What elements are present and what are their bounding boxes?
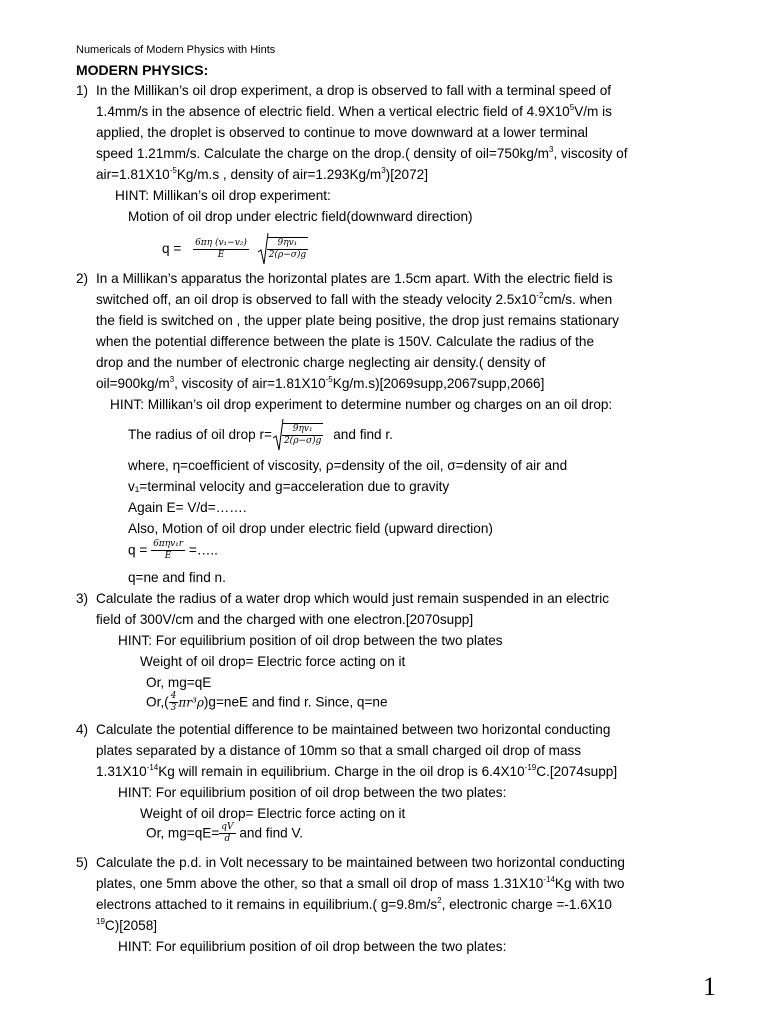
question-2-hint-1: HINT: Millikan’s oil drop experiment to determine number og charges on an oil drop:: [110, 397, 613, 412]
question-4-number: 4): [76, 722, 89, 737]
question-3-number: 3): [76, 591, 89, 606]
question-2-radius-formula: The radius of oil drop r= $\frac{\text{9ηv₁}}{2(\rho-\sigma)g}$ and find r.: [128, 418, 393, 452]
question-4-hint-2: Weight of oil drop= Electric force acting on it: [140, 806, 406, 821]
section-title: MODERN PHYSICS:: [76, 62, 209, 78]
page-header: Numericals of Modern Physics with Hints: [76, 44, 276, 56]
question-5-line-4: $^{19}$C)[2058]: [96, 917, 158, 933]
question-1-line-4: speed 1.21mm/s. Calculate the charge on the drop.( density of $oil=750kg/m^3$, viscosity of: [96, 145, 628, 161]
question-5-line-2: plates, one 5mm above the other, so that a small oil drop of mass $1.31X10^{-14}Kg$ with two: [96, 875, 625, 891]
question-1-line-2: 1.4mm/s in the absence of electric field. When a vertical electric field of $4.9X10^5V/m$ is: [96, 103, 612, 119]
question-1-line-3: applied, the droplet is observed to continue to move downward at a lower terminal: [96, 125, 588, 140]
question-1-line-5: $air=1.81X10^{-5}Kg/m.s$ , density of $air=1.293Kg/m^3)[2072]$: [96, 166, 428, 182]
question-2-line-5: drop and the number of electronic charge neglecting air density.( density of: [96, 355, 546, 370]
question-3-line-1: Calculate the radius of a water drop which would just remain suspended in an electric: [96, 591, 610, 606]
question-2-line-4: when the potential difference between the plate is 150V. Calculate the radius of the: [96, 334, 595, 349]
question-2-line-1: In a Millikan’s apparatus the horizontal plates are 1.5cm apart. With the electric field is: [96, 271, 613, 286]
question-2-also: Also, Motion of oil drop under electric field (upward direction): [128, 521, 493, 536]
question-3-hint-1: HINT: For equilibrium position of oil drop between the two plates: [118, 633, 503, 648]
page-number: 1: [703, 972, 716, 1001]
question-5-number: 5): [76, 855, 89, 870]
question-2-line-3: the field is switched on , the upper plate being positive, the drop just remains stationary: [96, 313, 619, 328]
question-3-hint-3: Or, mg=qE: [146, 675, 212, 690]
question-2-again: Again E= V/d=…….: [128, 500, 247, 515]
question-4-line-1: Calculate the potential difference to be maintained between two horizontal conducting: [96, 722, 611, 737]
question-1-line-1: In the Millikan’s oil drop experiment, a drop is observed to fall with a terminal speed of: [96, 83, 612, 98]
question-3-hint-4: Or,( $\frac{4}{3}$ πr³ρ)g=neE and find r. Since, q=ne: [146, 691, 388, 713]
question-4-hint-1: HINT: For equilibrium position of oil drop between the two plates:: [118, 785, 507, 800]
question-2-line-2: switched off, an oil drop is observed to fall with the steady velocity $2.5x10^{-2}cm/s$. when: [96, 291, 613, 307]
question-3-hint-2: Weight of oil drop= Electric force acting on it: [140, 654, 406, 669]
question-1-hint-2: Motion of oil drop under electric field(downward direction): [128, 209, 473, 224]
question-1-hint-1: HINT: Millikan’s oil drop experiment:: [115, 188, 331, 203]
question-2-where-2: v₁=terminal velocity and g=acceleration due to gravity: [128, 479, 450, 494]
question-1-formula: q = $\frac{\text{6πη (v₁−v₂)}}{E}$ $\frac{\text{9ηv₁}}{2(\rho-\sigma)g}$: [162, 232, 308, 266]
question-2-qne: q=ne and find n.: [128, 570, 226, 585]
question-3-line-2: field of 300V/cm and the charged with one electron.[2070supp]: [96, 612, 474, 627]
question-5-line-3: electrons attached to it remains in equilibrium.( $g=9.8m/s^2$, electronic charge =-1.6X10: [96, 896, 612, 912]
question-1-number: 1): [76, 83, 89, 98]
question-2-where-1: where, η=coefficient of viscosity, ρ=density of the oil, σ=density of air and: [128, 458, 568, 473]
question-4-line-3: $1.31X10^{-14}Kg$ will remain in equilibrium. Charge in the oil drop is $6.4X10^{-19}C.[2074supp]$: [96, 763, 618, 779]
question-5-hint-1: HINT: For equilibrium position of oil drop between the two plates:: [118, 939, 507, 954]
question-2-number: 2): [76, 271, 89, 286]
question-4-hint-3: Or, mg=qE= $\frac{qV}{d}$ and find V.: [146, 822, 304, 844]
question-4-line-2: plates separated by a distance of 10mm so that a small charged oil drop of mass: [96, 743, 582, 758]
question-2-line-6: $oil=900kg/m^3$, viscosity of $air=1.81X10^{-5}Kg/m.s)[2069supp,2067supp,2066]$: [96, 375, 545, 391]
question-2-charge-formula: q = $\frac{\text{6πηv₁r}}{E}$ =…..: [128, 539, 218, 561]
question-5-line-1: Calculate the p.d. in Volt necessary to be maintained between two horizontal conducting: [96, 855, 625, 870]
